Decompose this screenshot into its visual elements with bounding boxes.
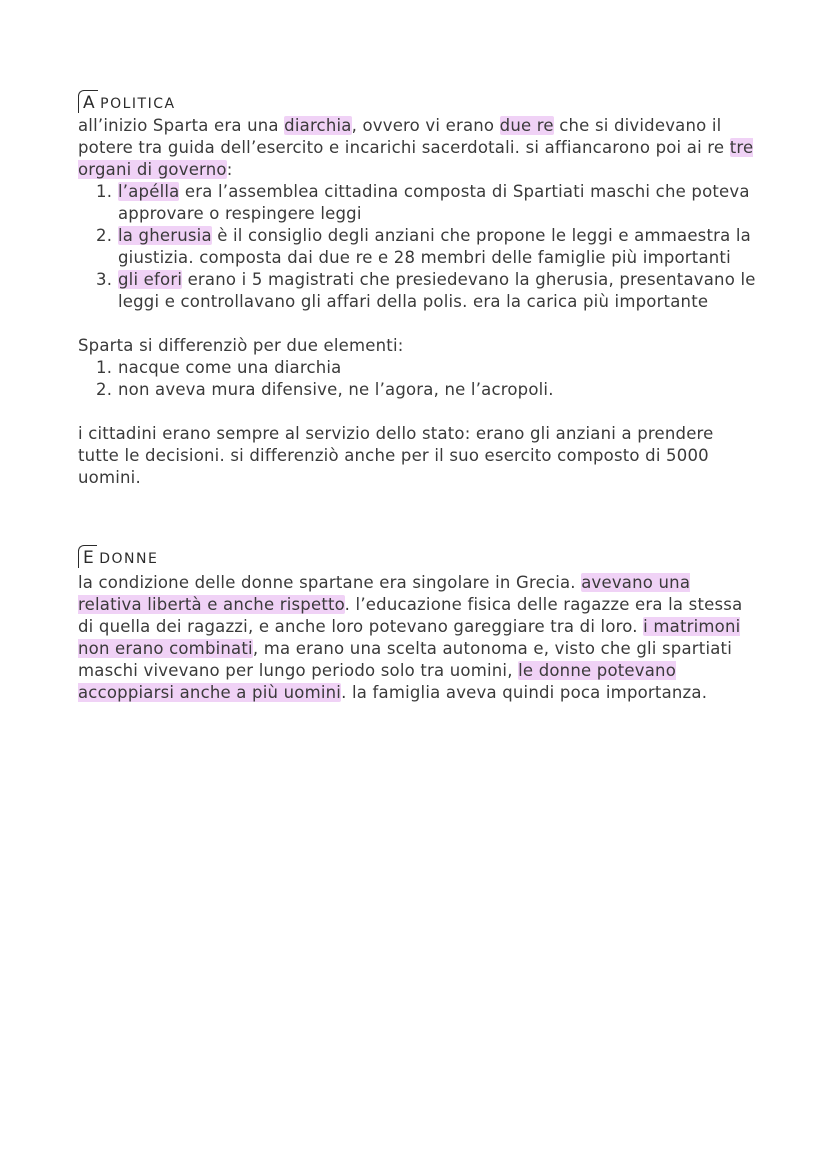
paragraph-donne: la condizione delle donne spartane era singolare in Grecia. avevano una relativa libertà e anche rispetto. l’educazione fisica delle ragazze era la stessa di quella dei ragazzi, e anche loro potevano gareggiare tra di loro. i matrimoni non erano combinati, ma erano una scelta autonoma e, visto che gli spartiati maschi vivevano per lungo periodo solo tra uomini, le donne potevano accoppiarsi anche a più uomini. la famiglia aveva quindi poca importanza. bbox=[78, 573, 743, 702]
paragraph-intro: all’inizio Sparta era una diarchia, ovvero vi erano due re che si dividevano il potere tra guida dell’esercito e incarichi sacerdotali. si affiancarono poi ai re tre organi di governo: bbox=[78, 116, 754, 179]
list-item: 2. la gherusia è il consiglio degli anziani che propone le leggi e ammaestra la giustizia. composta dai due re e 28 membri delle famiglie più importanti bbox=[96, 226, 751, 267]
list-item: 1. l’apélla era l’assemblea cittadina composta di Spartiati maschi che poteva approvare o respingere leggi bbox=[96, 182, 750, 223]
highlight: avevano una relativa libertà e anche rispetto bbox=[78, 573, 691, 614]
list-item: 3. gli efori erano i 5 magistrati che presiedevano la gherusia, presentavano le leggi e controllavano gli affari della polis. era la carica più importante bbox=[96, 270, 756, 311]
heading-text: DONNE bbox=[99, 551, 159, 567]
highlight: le donne potevano accoppiarsi anche a più uomini bbox=[78, 661, 677, 702]
list-item: 1. nacque come una diarchia bbox=[96, 358, 342, 377]
organs-list bbox=[78, 181, 758, 313]
highlight: diarchia bbox=[284, 116, 352, 135]
heading-initial: A bbox=[78, 90, 98, 113]
donne-body bbox=[78, 572, 758, 704]
politica-body bbox=[78, 115, 758, 489]
highlight: i matrimoni non erano combinati bbox=[78, 617, 741, 658]
heading-initial: E bbox=[78, 545, 97, 568]
heading-politica bbox=[78, 90, 176, 113]
paragraph-differences: Sparta si differenziò per due elementi: bbox=[78, 336, 404, 355]
highlight: tre organi di governo bbox=[78, 138, 754, 179]
heading-text: POLITICA bbox=[100, 96, 176, 112]
highlight: l’apélla bbox=[118, 182, 180, 201]
highlight: la gherusia bbox=[118, 226, 212, 245]
list-item: 2. non aveva mura difensive, ne l’agora, ne l’acropoli. bbox=[96, 380, 554, 399]
paragraph-citizens: i cittadini erano sempre al servizio dello stato: erano gli anziani a prendere tutte le decisioni. si differenziò anche per il suo esercito composto di 5000 uomini. bbox=[78, 424, 714, 487]
differences-list bbox=[78, 357, 758, 401]
highlight: gli efori bbox=[118, 270, 183, 289]
highlight: due re bbox=[499, 116, 554, 135]
heading-donne bbox=[78, 545, 158, 568]
